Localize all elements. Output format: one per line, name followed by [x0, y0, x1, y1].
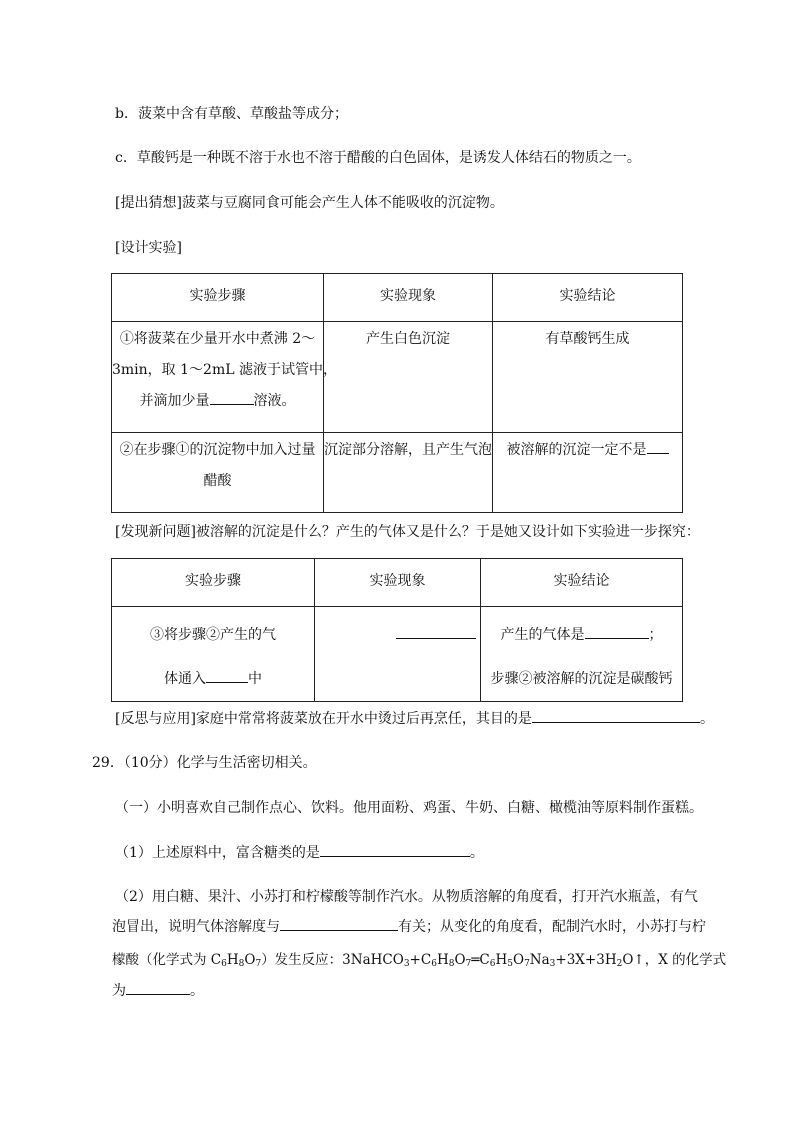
- reflection: [反思与应用]家庭中常常将菠菜放在开水中烫过后再烹任，其目的是 。: [115, 708, 714, 728]
- step2-line1: ②在步骤①的沉淀物中加入过量: [119, 442, 316, 458]
- table1-step-1: [112, 322, 337, 433]
- hypothesis: [提出猜想]菠菜与豆腐同食可能会产生人体不能吸收的沉淀物。: [115, 195, 504, 211]
- header-step: 实验步骤: [112, 274, 324, 322]
- q29-sub2-line4: 为 。: [112, 980, 204, 1000]
- table1-phenomenon-2: 沉淀部分溶解，且产生气泡: [324, 433, 493, 513]
- header-phenomenon-2: 实验现象: [315, 559, 481, 607]
- q29-sub2-line1: （2）用白糖、果汁、小苏打和柠檬酸等制作汽水。从物质溶解的角度看，打开汽水瓶盖，有气: [115, 889, 698, 905]
- step3-line1: ③将步骤②产生的气: [150, 627, 276, 643]
- table2-conclusion: [481, 607, 683, 702]
- new-question: [发现新问题]被溶解的沉淀是什么？产生的气体又是什么？于是她又设计如下实验进一步探究：: [115, 524, 700, 540]
- header-step-2: 实验步骤: [112, 559, 315, 607]
- table1-phenomenon-1: 产生白色沉淀: [324, 322, 493, 433]
- step1-line2: 3min，取 1～2mL 滤液于试管中，: [112, 362, 337, 378]
- table2-step: [112, 607, 315, 702]
- q29-part1: （一）小明喜欢自己制作点心、饮料。他用面粉、鸡蛋、牛奶、白糖、橄榄油等原料制作蛋糕。: [115, 800, 703, 816]
- step1-line1: ①将菠菜在少量开水中煮沸 2～: [119, 331, 316, 347]
- table1-conclusion-1: 有草酸钙生成: [493, 322, 683, 433]
- table2-phenomenon: [315, 607, 481, 702]
- q29-sub1: （1）上述原料中，富含糖类的是 。: [115, 842, 484, 862]
- design-label: [设计实验]: [115, 240, 182, 256]
- step1-line3: 并滴加少量 溶液。: [112, 386, 323, 417]
- conclusion-line2: 步骤②被溶解的沉淀是碳酸钙: [490, 671, 673, 687]
- step2-line2: 醋酸: [203, 473, 232, 489]
- phenomenon-blank: [396, 624, 476, 639]
- conclusion-line1: 产生的气体是 ；: [481, 613, 682, 657]
- info-b: b．菠菜中含有草酸、草酸盐等成分；: [115, 106, 348, 122]
- table1-conclusion-2: 被溶解的沉淀一定不是: [493, 433, 683, 513]
- header-conclusion-2: 实验结论: [481, 559, 683, 607]
- step3-line2: 体通入 中: [112, 657, 314, 701]
- header-conclusion: 实验结论: [493, 274, 683, 322]
- q29-header: 29．（10分）化学与生活密切相关。: [92, 755, 317, 771]
- q29-sub2-line2: 泡冒出，说明气体溶解度与 有关；从变化的角度看，配制汽水时，小苏打与柠: [112, 916, 706, 936]
- experiment-table-1: [111, 273, 683, 513]
- q29-sub2-line3: 檬酸（化学式为 $C_6H_8O_7$）发生反应：$3NaHCO_3+C_6H_8O_7═C_6H_5O_7Na_3+3X+3H_2O↑$，X 的化学式: [112, 952, 727, 969]
- header-phenomenon: 实验现象: [324, 274, 493, 322]
- experiment-table-2: [111, 558, 683, 702]
- info-c: c．草酸钙是一种既不溶于水也不溶于醋酸的白色固体，是诱发人体结石的物质之一。: [115, 150, 641, 166]
- table1-step-2: [112, 433, 324, 513]
